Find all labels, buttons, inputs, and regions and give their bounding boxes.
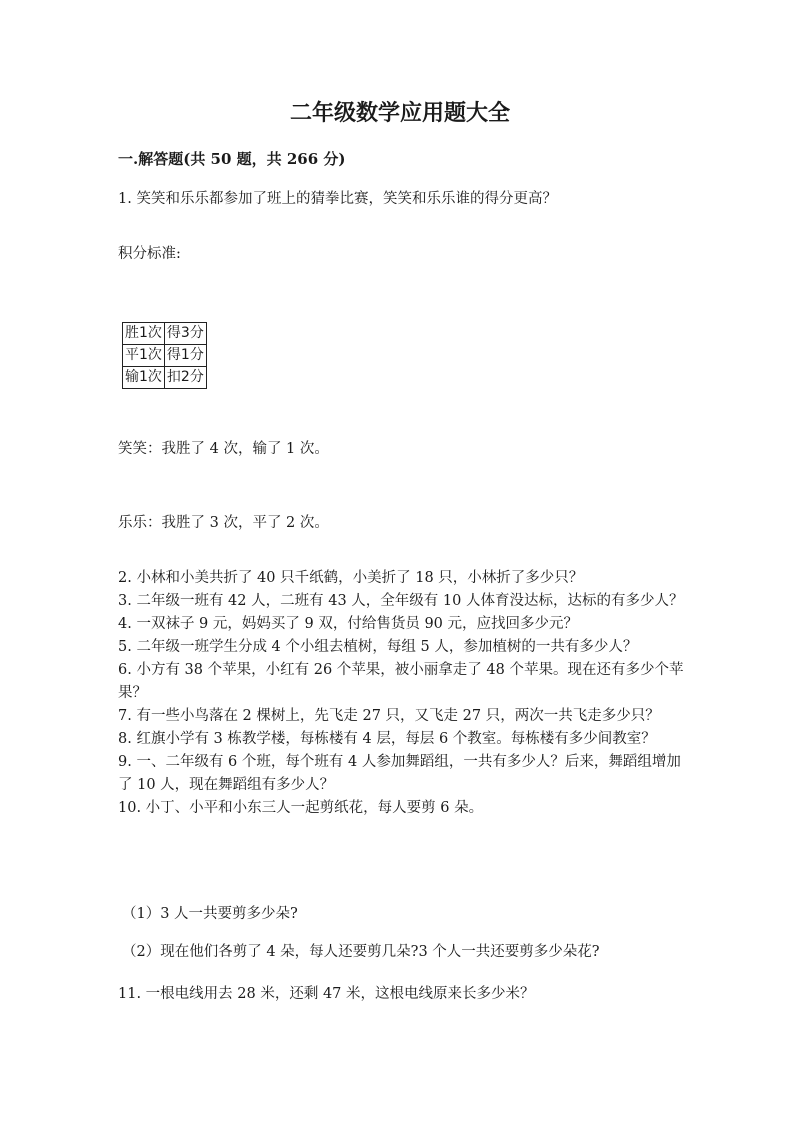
question-8: 8. 红旗小学有 3 栋教学楼，每栋楼有 4 层，每层 6 个教室。每栋楼有多少间教室？ <box>118 731 656 747</box>
scoring-standard-label: 积分标准: <box>118 246 181 262</box>
question-5: 5. 二年级一班学生分成 4 个小组去植树，每组 5 人，参加植树的一共有多少人？ <box>118 639 638 655</box>
table-row <box>123 367 207 389</box>
question-list <box>118 567 684 820</box>
table-row <box>123 323 207 345</box>
question-4: 4. 一双袜子 9 元，妈妈买了 9 双，付给售货员 90 元，应找回多少元？ <box>118 616 578 632</box>
page-title: 二年级数学应用题大全 <box>289 100 510 126</box>
question-1: 1. 笑笑和乐乐都参加了班上的猜拳比赛，笑笑和乐乐谁的得分更高？ <box>118 191 557 207</box>
table-cell: 得1分 <box>164 345 206 367</box>
table-row <box>123 345 207 367</box>
question-9: 9. 一、二年级有 6 个班，每个班有 4 人参加舞蹈组，一共有多少人？后来，舞蹈组增加了 10 人，现在舞蹈组有多少人？ <box>118 754 681 793</box>
table-cell: 平1次 <box>123 345 165 367</box>
table-cell: 扣2分 <box>164 367 206 389</box>
lele-statement: 乐乐：我胜了 3 次，平了 2 次。 <box>118 515 329 531</box>
scoring-table <box>122 322 207 389</box>
question-7: 7. 有一些小鸟落在 2 棵树上，先飞走 27 只，又飞走 27 只，两次一共飞走多少只？ <box>118 708 660 724</box>
question-10-part-2: （2）现在他们各剪了 4 朵，每人还要剪几朵?3 个人一共还要剪多少朵花? <box>122 944 600 960</box>
table-cell: 胜1次 <box>123 323 165 345</box>
question-6: 6. 小方有 38 个苹果，小红有 26 个苹果，被小丽拿走了 48 个苹果。现在还有多少个苹果？ <box>118 662 684 701</box>
question-3: 3. 二年级一班有 42 人，二班有 43 人，全年级有 10 人体育没达标，达标的有多少人？ <box>118 593 684 609</box>
section-heading: 一.解答题(共 50 题，共 266 分) <box>118 150 346 168</box>
question-2: 2. 小林和小美共折了 40 只千纸鹤，小美折了 18 只，小林折了多少只？ <box>118 570 584 586</box>
question-10-part-1: （1）3 人一共要剪多少朵? <box>122 906 298 922</box>
question-10: 10. 小丁、小平和小东三人一起剪纸花，每人要剪 6 朵。 <box>118 800 484 816</box>
xiaoxiao-statement: 笑笑：我胜了 4 次，输了 1 次。 <box>118 441 329 457</box>
table-cell: 得3分 <box>164 323 206 345</box>
question-11: 11. 一根电线用去 28 米，还剩 47 米，这根电线原来长多少米？ <box>118 986 535 1002</box>
table-cell: 输1次 <box>123 367 165 389</box>
